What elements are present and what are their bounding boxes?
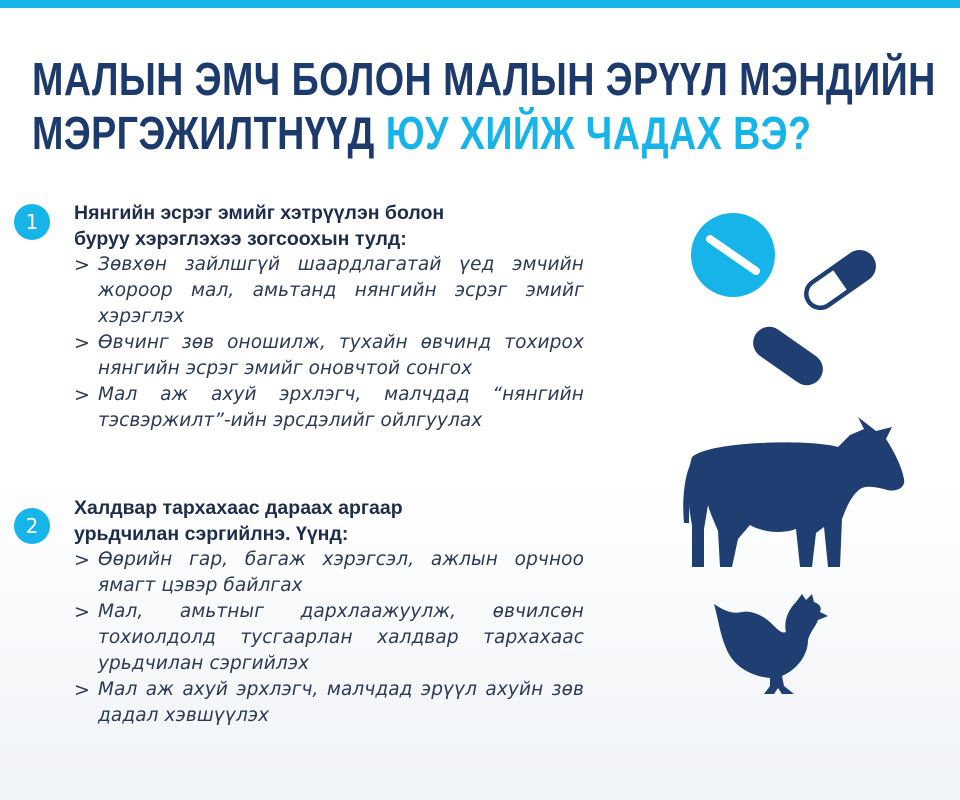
list-item [74,677,584,729]
title-highlight: ЮУ ХИЙЖ ЧАДАХ ВЭ? [385,107,812,159]
section-1-number-badge: 1 [14,204,50,240]
list-item [74,547,584,599]
list-item-text: Зөвхөн зайлшгүй шаардлагатай үед эмчийн жороор мал, амьтанд нянгийн эсрэг эмийг хэрэглэх [98,254,584,327]
list-item [74,382,584,434]
list-item-text: Мал аж ахуй эрхлэгч, малчдад эрүүл ахуйн зөв дадал хэвшүүлэх [98,679,584,726]
section-1-list [74,252,584,434]
title-line-2-dark: МЭРГЭЖИЛТНҮҮД [32,107,386,159]
pill-icon [745,318,831,394]
bullet-marker: > [74,601,90,623]
list-item [74,599,584,677]
section-2-number-badge: 2 [14,508,50,544]
section-1-heading-line-1: Нянгийн эсрэг эмийг хэтрүүлэн болон [74,202,445,224]
chicken-icon [712,590,832,705]
section-1 [74,200,584,434]
capsule-icon [795,245,885,315]
cow-icon [680,405,910,575]
bullet-marker: > [74,332,90,354]
section-2-heading-line-2: урьдчилан сэргийлнэ. Үүнд: [74,523,349,545]
section-2 [74,495,584,729]
section-2-list [74,547,584,729]
section-1-heading-line-2: буруу хэрэглэхээ зогсоохын тулд: [74,228,407,250]
top-accent-bar [0,0,960,8]
list-item [74,330,584,382]
page-title [32,52,960,160]
title-line-2 [32,106,936,160]
bullet-marker: > [74,384,90,406]
section-2-heading [74,495,584,547]
section-2-heading-line-1: Халдвар тархахаас дараах аргаар [74,497,403,519]
title-line-1: МАЛЫН ЭМЧ БОЛОН МАЛЫН ЭРҮҮЛ МЭНДИЙН [32,53,936,105]
bullet-marker: > [74,679,90,701]
list-item [74,252,584,330]
section-1-heading [74,200,584,252]
tablet-icon [690,212,776,298]
list-item-text: Мал, амьтныг дархлаажуулж, өвчилсөн тохиолдолд тусгаарлан халдвар тархахаас урьдчилан сэргийлэх [98,601,584,674]
bullet-marker: > [74,254,90,276]
list-item-text: Өвчинг зөв оношилж, тухайн өвчинд тохирох нянгийн эсрэг эмийг оновчтой сонгох [98,332,584,379]
list-item-text: Өөрийн гар, багаж хэрэгсэл, ажлын орчноо ямагт цэвэр байлгах [98,549,584,596]
bullet-marker: > [74,549,90,571]
list-item-text: Мал аж ахуй эрхлэгч, малчдад “нянгийн тэсвэржилт”-ийн эрсдэлийг ойлгуулах [98,384,584,431]
